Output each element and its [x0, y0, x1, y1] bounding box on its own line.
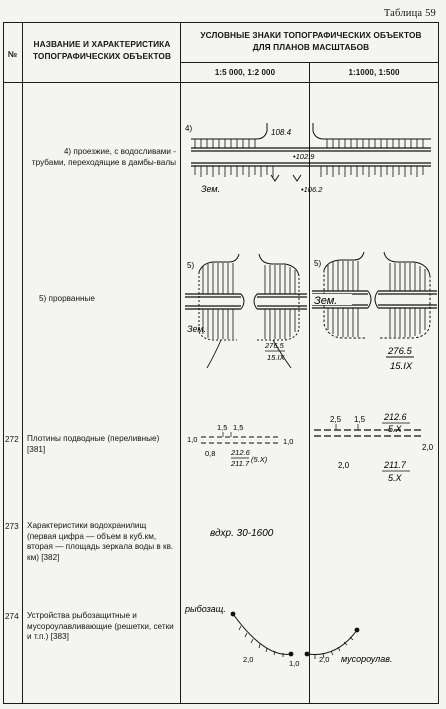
dam-passable-mid-mark: •102.9	[293, 152, 315, 161]
underwater-dam-large-b: 1,5	[354, 415, 366, 424]
header-number: №	[7, 49, 18, 59]
table-number-label: Таблица 59	[383, 8, 436, 19]
dam-passable-top-mark: 108.4	[271, 128, 292, 137]
underwater-dam-small-c: 0,8	[205, 449, 216, 458]
dam-breached-small-numerator: 276.5	[265, 341, 284, 350]
row-273-text: Характеристики водохранилищ (первая цифра — объем в куб.км, вторая — площадь зеркала воды в кв. км) [382]	[27, 521, 174, 562]
underwater-dam-large-symbol	[310, 408, 439, 484]
fish-protection-d1: 2,0	[243, 655, 254, 664]
dam-breached-large-symbol	[310, 250, 439, 380]
row-272-number: 272	[5, 435, 19, 444]
underwater-dam-large-den-bottom: 5.X	[388, 473, 402, 483]
underwater-dam-small-left: 1,0	[187, 435, 198, 444]
row-272-text: Плотины подводные (переливные) [381]	[27, 434, 160, 454]
row-dam-breached-text: 5) прорванные	[39, 294, 95, 303]
underwater-dam-small-numerator: 212.6	[231, 448, 250, 457]
header-scale-large: 1:1000, 1:500	[348, 68, 400, 77]
underwater-dam-large-num-bottom: 211.7	[384, 460, 406, 470]
dam-breached-small-label: Зем.	[187, 324, 207, 334]
fish-protection-d2: 1,0	[289, 659, 300, 668]
underwater-dam-small-date: (5.X)	[251, 455, 268, 464]
underwater-dam-small-right: 1,0	[283, 437, 294, 446]
dam-passable-marker: 4)	[185, 124, 193, 133]
underwater-dam-small-denominator: 211.7	[231, 459, 250, 468]
fish-protection-symbol	[181, 600, 439, 696]
dam-breached-small-symbol	[181, 250, 309, 370]
fish-protection-right-label: мусороулав.	[341, 654, 393, 664]
dam-passable-label: Зем.	[201, 184, 221, 194]
dam-passable-bottom-mark: •106.2	[301, 185, 323, 194]
header-symbols: УСЛОВНЫЕ ЗНАКИ ТОПОГРАФИЧЕСКИХ ОБЪЕКТОВ ДЛЯ ПЛАНОВ МАСШТАБОВ	[200, 30, 422, 52]
dam-breached-large-denominator: 15.IX	[390, 361, 413, 372]
underwater-dam-large-right: 2,0	[422, 443, 434, 452]
dam-breached-large-numerator: 276.5	[388, 346, 412, 357]
dam-breached-small-denominator: 15.IX	[267, 353, 285, 362]
header-subdivider	[180, 62, 439, 63]
header-scale-small: 1:5 000, 1:2 000	[214, 68, 276, 77]
dam-breached-small-marker: 5)	[187, 261, 195, 270]
underwater-dam-large-c: 2,0	[338, 461, 350, 470]
fish-protection-left-label: рыбозащ.	[185, 604, 226, 614]
column-divider-number	[22, 22, 23, 704]
underwater-dam-small-a: 1,5	[217, 423, 228, 432]
underwater-dam-large-num-top: 212.6	[384, 412, 407, 422]
underwater-dam-small-b: 1,5	[233, 423, 244, 432]
header-object-name: НАЗВАНИЕ И ХАРАКТЕРИСТИКА ТОПОГРАФИЧЕСКИХ ОБЪЕКТОВ	[32, 39, 172, 61]
reservoir-characteristic-value: вдхр. 30-1600	[210, 528, 274, 539]
underwater-dam-small-symbol	[181, 410, 309, 476]
reservoir-characteristic-symbol	[210, 520, 330, 544]
header-bottom-rule	[3, 82, 439, 83]
underwater-dam-large-den-top: 5.X	[388, 424, 402, 434]
row-274-number: 274	[5, 612, 19, 621]
row-dam-passable-text: 4) проезжие, с водосливами - трубами, переходящие в дамбы-валы	[31, 147, 176, 167]
underwater-dam-large-a: 2,5	[330, 415, 342, 424]
dam-passable-symbol	[181, 115, 439, 205]
dam-breached-large-label: Зем.	[314, 295, 338, 307]
fish-protection-d3: 2,0	[319, 655, 330, 664]
row-274-text: Устройства рыбозащитные и мусороулавливающие (решетки, сетки и т.п.) [383]	[27, 611, 174, 641]
dam-breached-large-marker: 5)	[314, 259, 322, 268]
row-273-number: 273	[5, 522, 19, 531]
